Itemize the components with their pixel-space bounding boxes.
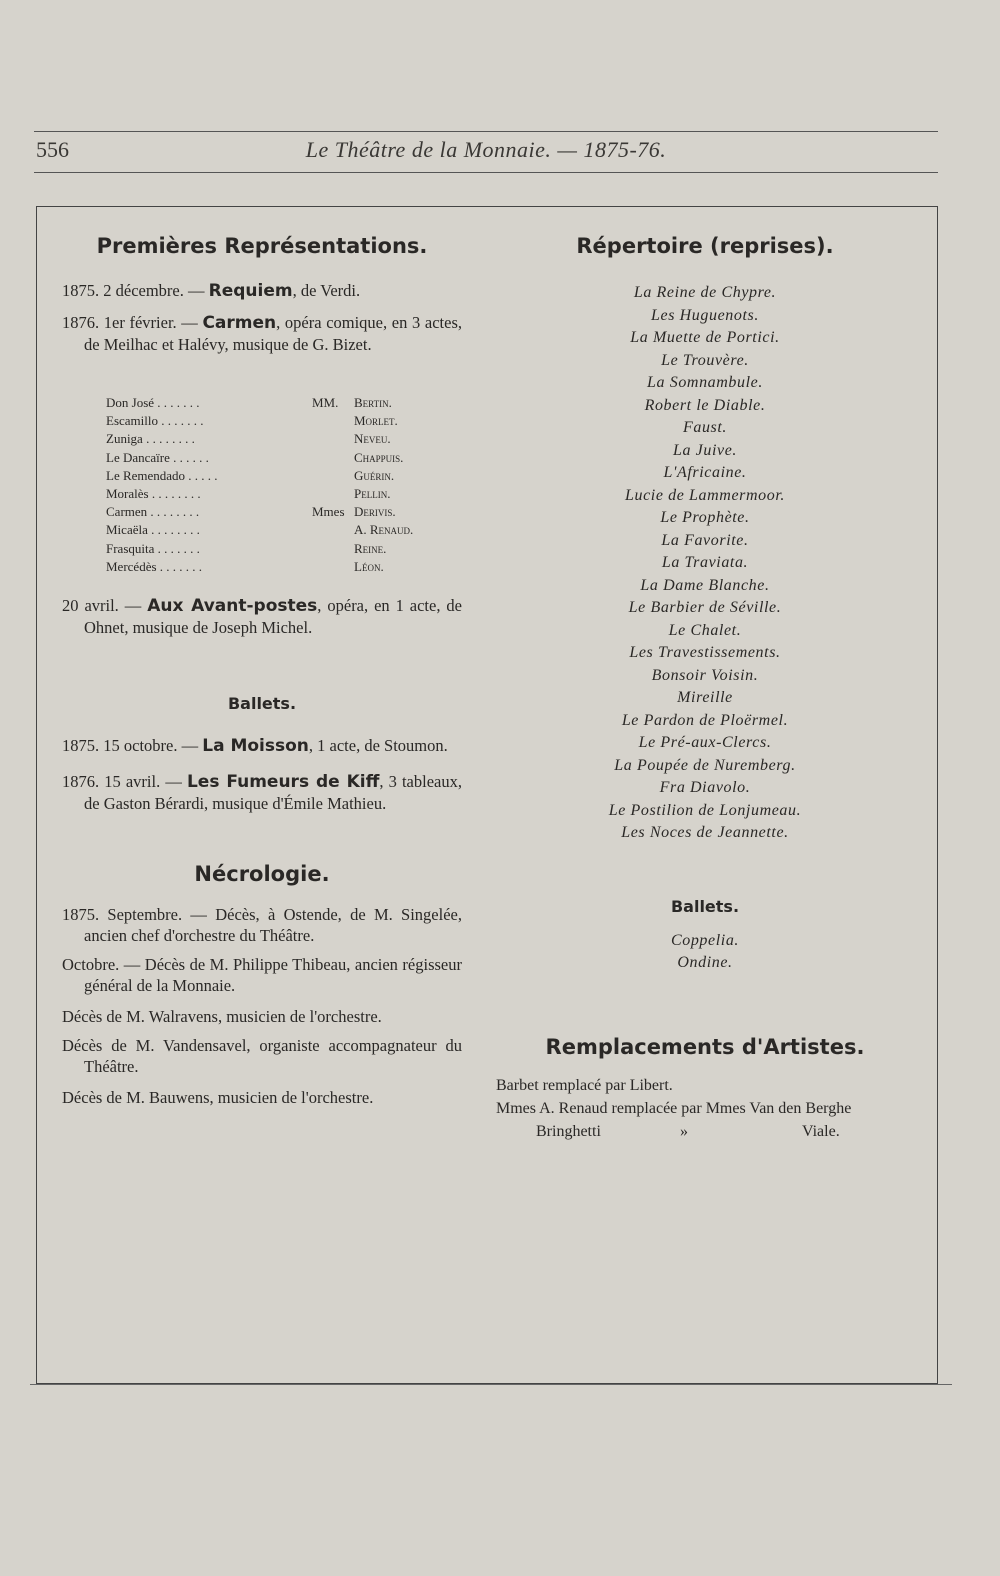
list-item: La Juive. bbox=[672, 441, 738, 459]
premiere-entry-3 bbox=[62, 595, 462, 638]
list-item: Le Chalet. bbox=[668, 621, 742, 639]
running-title: Le Théâtre de la Monnaie. — 1875-76. bbox=[305, 137, 667, 162]
list-item: Le Prophète. bbox=[660, 509, 750, 526]
cast-singer: Léon. bbox=[354, 558, 384, 574]
entry-date: 1875. 15 octobre. — bbox=[62, 736, 203, 755]
remplacement-name: Viale. bbox=[802, 1122, 840, 1140]
list-item: Les Noces de Jeannette. bbox=[621, 824, 789, 841]
cast-row bbox=[106, 394, 446, 412]
cast-role: Le Remendado . . . . . bbox=[106, 467, 218, 483]
premiere-entry-1 bbox=[62, 280, 462, 302]
entry-date: 1876. 1er février. — bbox=[62, 313, 203, 332]
cast-prefix: MM. bbox=[312, 395, 339, 410]
list-item: La Traviata. bbox=[661, 554, 749, 571]
ballet-entry-2 bbox=[62, 771, 462, 814]
header-top-rule bbox=[34, 131, 938, 132]
page-header bbox=[36, 137, 936, 171]
necro-entry: 1875. Septembre. — Décès, à Ostende, de M. Singelée, ancien chef d'orchestre du Théâtre. bbox=[62, 905, 462, 945]
remplacement-line bbox=[500, 1121, 910, 1142]
cast-row bbox=[106, 412, 446, 430]
cast-role: Le Dancaïre . . . . . . bbox=[106, 449, 209, 465]
list-item: Robert le Diable. bbox=[644, 396, 766, 414]
entry-work: Requiem bbox=[208, 281, 293, 301]
list-item: Faust. bbox=[682, 419, 728, 436]
cast-role: Don José . . . . . . . bbox=[106, 395, 200, 410]
list-item: La Reine de Chypre. bbox=[633, 284, 777, 301]
cast-singer: Bertin. bbox=[354, 395, 392, 410]
left-column bbox=[62, 228, 462, 1108]
entry-date: 1876. 15 avril. — bbox=[62, 772, 187, 791]
cast-row bbox=[106, 467, 446, 485]
ballet-entry-1 bbox=[62, 735, 462, 757]
cast-row bbox=[106, 540, 446, 558]
list-item: Bonsoir Voisin. bbox=[651, 666, 759, 684]
header-bottom-rule bbox=[34, 172, 938, 173]
entry-rest: , de Verdi. bbox=[292, 281, 361, 300]
cast-singer: Neveu. bbox=[354, 431, 391, 447]
cast-row bbox=[106, 521, 446, 539]
cast-role: Moralès . . . . . . . . bbox=[106, 485, 201, 501]
cast-singer: A. Renaud. bbox=[354, 522, 414, 538]
cast-role: Escamillo . . . . . . . bbox=[106, 413, 204, 429]
entry-work: La Moisson bbox=[202, 736, 309, 756]
premieres-title: Premières Représentations. bbox=[96, 234, 428, 258]
entry-work: Aux Avant-postes bbox=[147, 596, 318, 616]
list-item: Coppelia. bbox=[670, 931, 740, 949]
cast-role: Frasquita . . . . . . . bbox=[106, 540, 200, 556]
entry-rest: , 3 tableaux, de Gaston Bérardi, musique d'Émile Mathieu. bbox=[84, 772, 462, 813]
list-item: Fra Diavolo. bbox=[659, 779, 751, 796]
list-item: Le Pré-aux-Clercs. bbox=[638, 734, 772, 751]
cast-prefix: Mmes bbox=[312, 504, 345, 520]
entry-rest: , 1 acte, de Stoumon. bbox=[308, 736, 448, 755]
entry-date: 1875. 2 décembre. — bbox=[62, 281, 209, 300]
list-item: Les Huguenots. bbox=[651, 306, 759, 324]
list-item: La Dame Blanche. bbox=[640, 576, 770, 594]
cast-singer: Reine. bbox=[354, 540, 387, 556]
entry-rest: , opéra comique, en 3 actes, de Meilhac et Halévy, musique de G. Bizet. bbox=[84, 313, 462, 354]
carmen-cast-list bbox=[106, 394, 446, 576]
cast-singer: Guérin. bbox=[354, 467, 395, 483]
remplacement-line: Barbet remplacé par Libert. bbox=[496, 1076, 673, 1094]
remplacements-title: Remplacements d'Artistes. bbox=[545, 1034, 865, 1059]
list-item: La Poupée de Nuremberg. bbox=[614, 756, 796, 774]
premiere-entry-2 bbox=[62, 312, 462, 355]
necro-entry: Décès de M. Vandensavel, organiste accompagnateur du Théâtre. bbox=[62, 1036, 462, 1076]
cast-role: Micaëla . . . . . . . . bbox=[106, 522, 200, 538]
cast-singer: Pellin. bbox=[354, 485, 391, 501]
cast-row bbox=[106, 503, 446, 521]
entry-work: Carmen bbox=[202, 313, 277, 333]
list-item: Le Barbier de Séville. bbox=[628, 599, 782, 616]
list-item: La Somnambule. bbox=[647, 374, 763, 391]
ballets-right-list bbox=[500, 930, 910, 975]
list-item: Ondine. bbox=[677, 954, 733, 971]
list-item: La Muette de Portici. bbox=[630, 329, 780, 346]
entry-rest: , opéra, en 1 acte, de Ohnet, musique de Joseph Michel. bbox=[84, 596, 462, 637]
cast-singer: Morlet. bbox=[354, 413, 398, 429]
cast-role: Carmen . . . . . . . . bbox=[106, 504, 200, 520]
right-column bbox=[496, 228, 910, 1142]
necro-entry: Décès de M. Bauwens, musicien de l'orchestre. bbox=[62, 1088, 374, 1107]
repertoire-title: Répertoire (reprises). bbox=[576, 234, 834, 258]
cast-row bbox=[106, 430, 446, 448]
bottom-rule bbox=[30, 1384, 952, 1385]
repertoire-list bbox=[500, 282, 910, 845]
list-item: Le Postilion de Lonjumeau. bbox=[608, 801, 802, 819]
entry-work: Les Fumeurs de Kiff bbox=[186, 772, 380, 792]
cast-row bbox=[106, 449, 446, 467]
ditto-mark: » bbox=[680, 1122, 688, 1140]
necro-entry: Octobre. — Décès de M. Philippe Thibeau, ancien régisseur général de la Monnaie. bbox=[62, 955, 462, 995]
entry-date: 20 avril. — bbox=[62, 596, 148, 615]
list-item: Le Trouvère. bbox=[661, 351, 749, 369]
ballets-right-title: Ballets. bbox=[670, 896, 740, 916]
cast-singer: Chappuis. bbox=[354, 449, 404, 465]
list-item: L'Africaine. bbox=[663, 464, 747, 481]
cast-row bbox=[106, 558, 446, 576]
necro-entry: Décès de M. Walravens, musicien de l'orchestre. bbox=[62, 1007, 382, 1026]
list-item: Le Pardon de Ploërmel. bbox=[621, 711, 789, 729]
remplacement-name: Bringhetti bbox=[536, 1122, 601, 1140]
cast-role: Zuniga . . . . . . . . bbox=[106, 431, 195, 447]
cast-singer: Derivis. bbox=[354, 504, 396, 520]
list-item: La Favorite. bbox=[661, 531, 749, 549]
page-number: 556 bbox=[36, 137, 69, 162]
list-item: Mireille bbox=[677, 689, 733, 706]
cast-row bbox=[106, 485, 446, 503]
necrologie-title: Nécrologie. bbox=[194, 862, 330, 886]
list-item: Les Travestissements. bbox=[629, 644, 781, 661]
ballets-left-title: Ballets. bbox=[227, 694, 297, 713]
list-item: Lucie de Lammermoor. bbox=[625, 486, 785, 504]
cast-role: Mercédès . . . . . . . bbox=[106, 558, 203, 574]
remplacement-line: Mmes A. Renaud remplacée par Mmes Van den Berghe bbox=[496, 1099, 852, 1117]
